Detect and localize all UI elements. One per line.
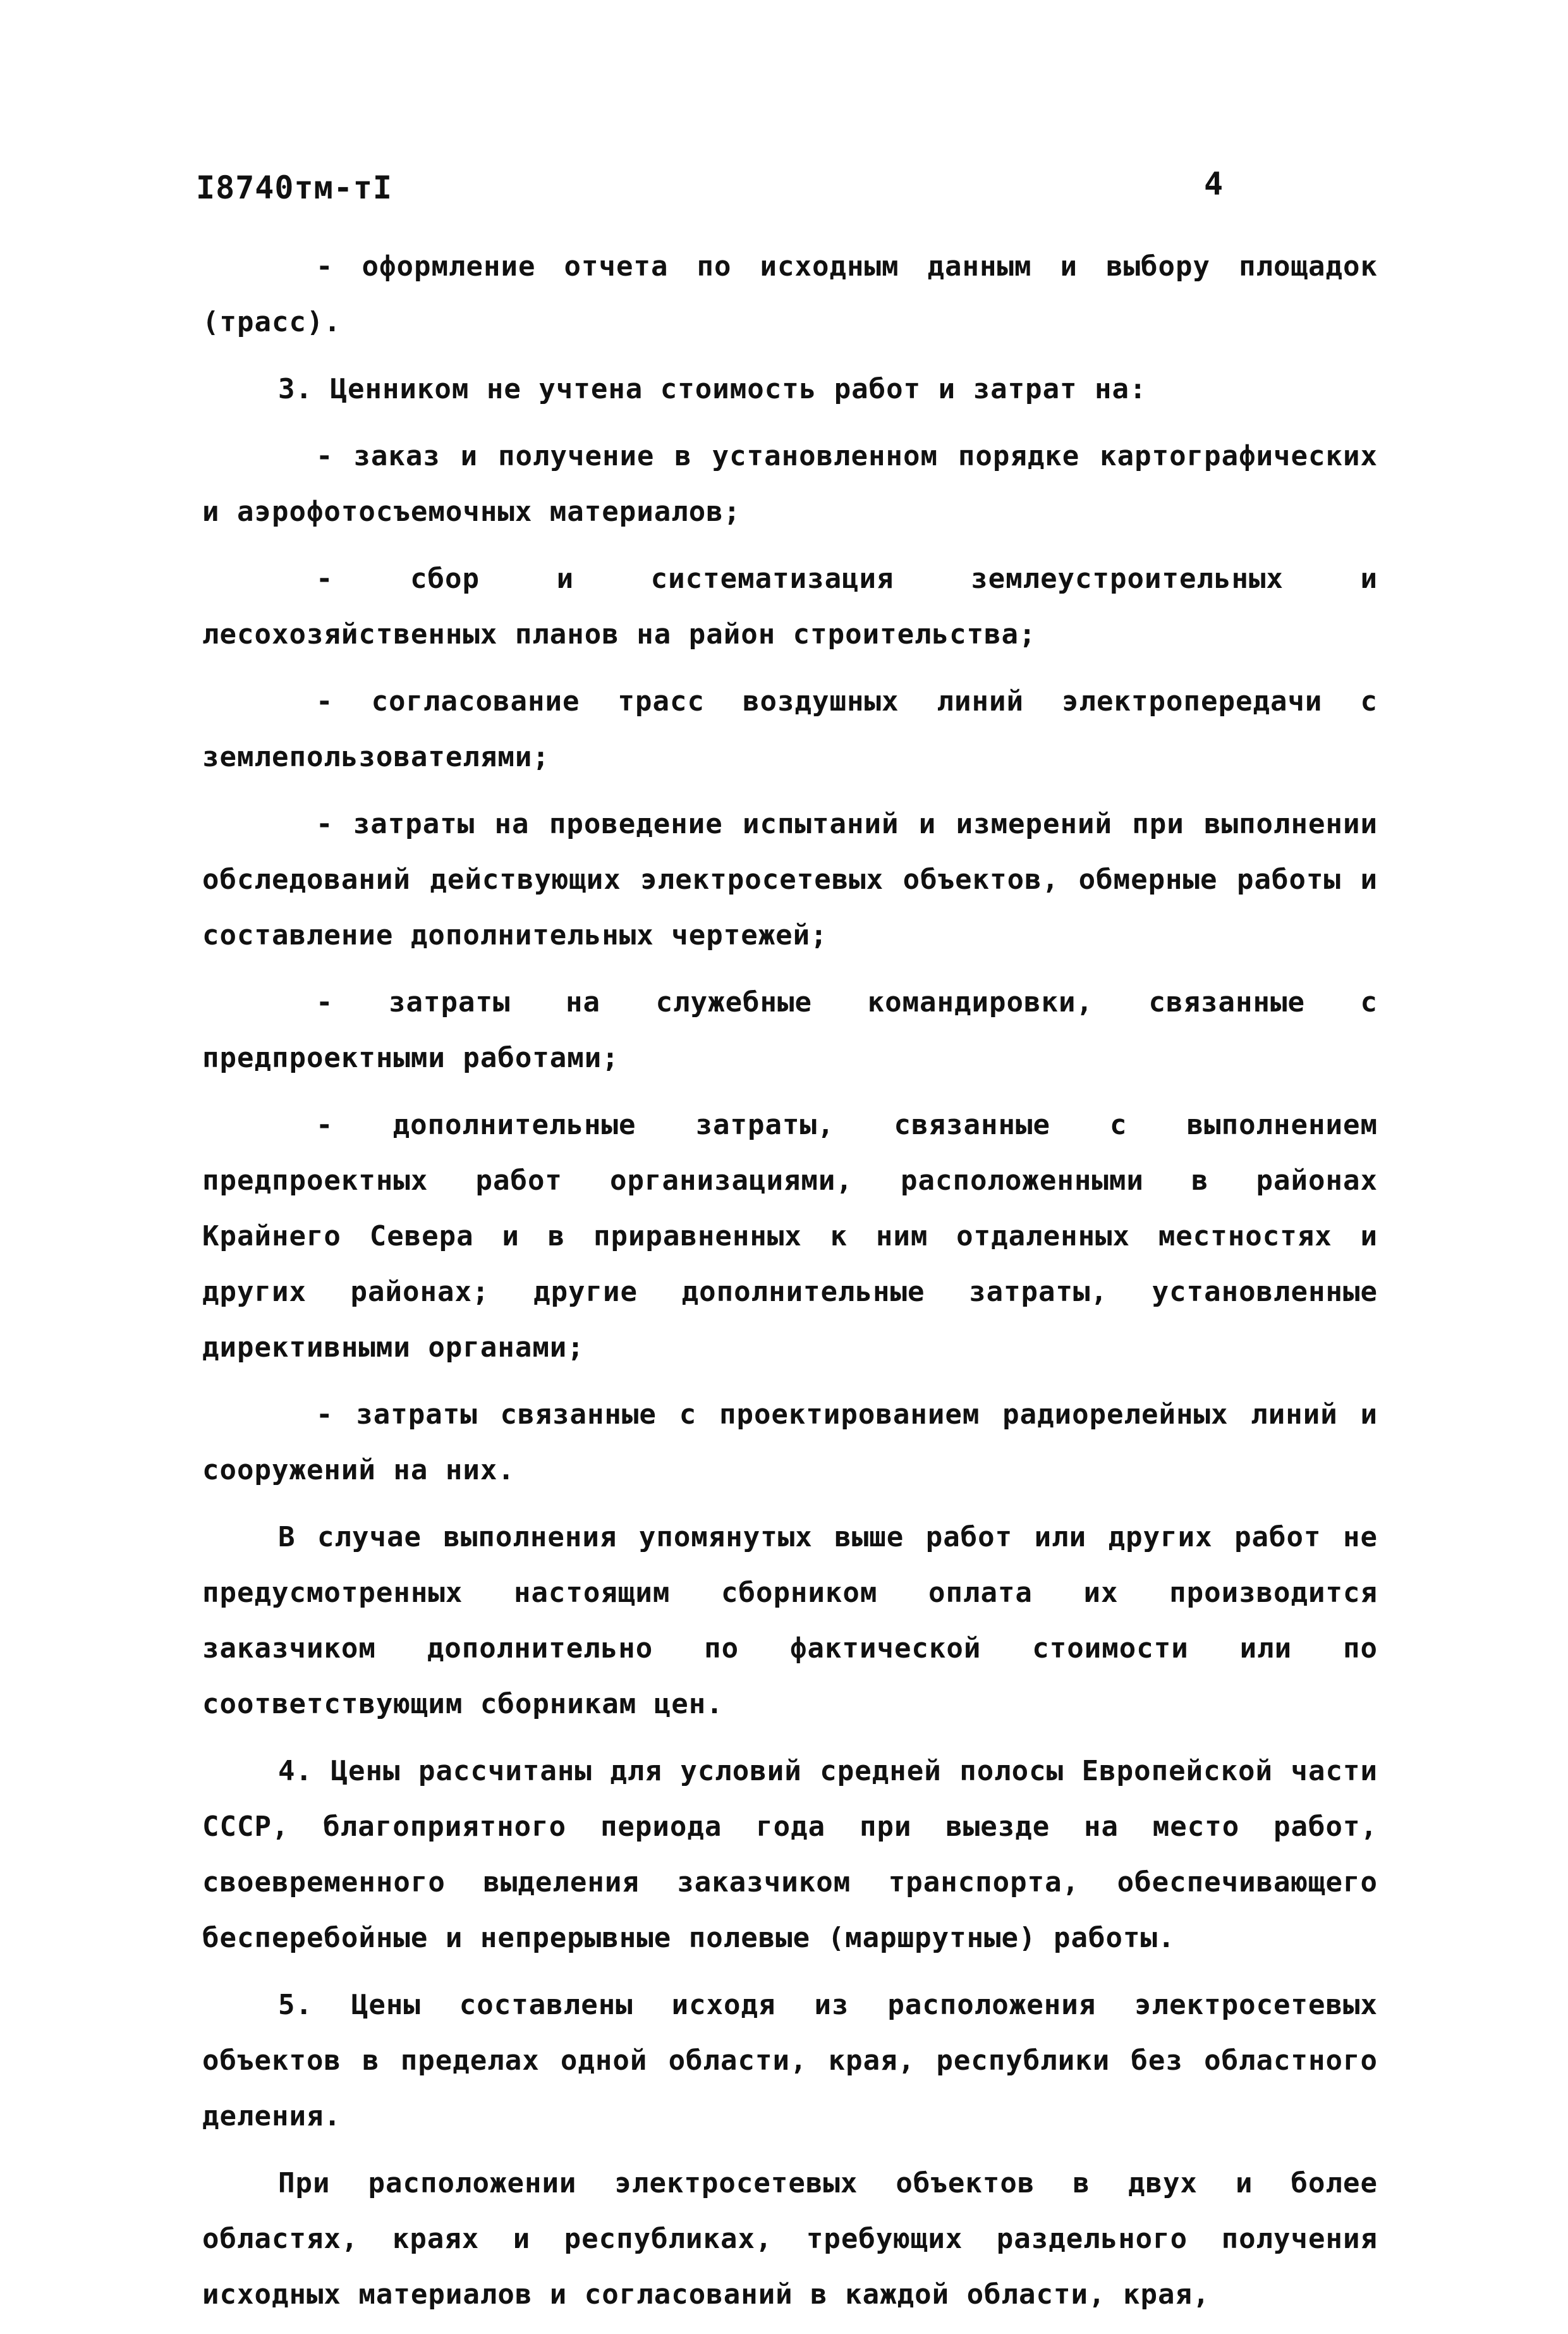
paragraph: - затраты на служебные командировки, связанные с предпроектными работами;	[202, 986, 1378, 1074]
page-number: 4	[1204, 166, 1224, 202]
paragraph: - заказ и получение в установленном порядке картографических и аэрофотосъемочных материалов;	[202, 440, 1378, 528]
paragraph: 3. Ценником не учтена стоимость работ и затрат на:	[278, 373, 1147, 405]
paragraph: - согласование трасс воздушных линий электропередачи с землепользователями;	[202, 685, 1378, 773]
paragraph: - сбор и систематизация землеустроительных и лесохозяйственных планов на район строительства;	[202, 563, 1378, 651]
paragraph: 5. Цены составлены исходя из расположения электросетевых объектов в пределах одной области, края, республики без областного деления.	[202, 1989, 1378, 2132]
paragraph: - затраты связанные с проектированием радиорелейных линий и сооружений на них.	[202, 1398, 1378, 1486]
paragraph: В случае выполнения упомянутых выше работ или других работ не предусмотренных настоящим сборником оплата их производится заказчиком дополнительно по фактической стоимости или по соответствующим сборникам цен.	[202, 1521, 1378, 1720]
document-body	[202, 239, 1378, 2334]
document-code: I8740тм-тI	[196, 169, 393, 206]
paragraph: 4. Цены рассчитаны для условий средней полосы Европейской части СССР, благоприятного периода года при выезде на место работ, своевременного выделения заказчиком транспорта, обеспечивающего бесперебойные и непрерывные полевые (маршрутные) работы.	[202, 1755, 1378, 1954]
paragraph: При расположении электросетевых объектов в двух и более областях, краях и республиках, требующих раздельного получения исходных материалов и согласований в каждой области, края,	[202, 2167, 1378, 2311]
paragraph: - дополнительные затраты, связанные с выполнением предпроектных работ организациями, расположенными в районах Крайнего Севера и в приравненных к ним отдаленных местностях и других районах; другие дополнительные затраты, установленные директивными органами;	[202, 1109, 1378, 1364]
paragraph: - затраты на проведение испытаний и измерений при выполнении обследований действующих электросетевых объектов, обмерные работы и составление дополнительных чертежей;	[202, 808, 1378, 951]
paragraph: - оформление отчета по исходным данным и выбору площадок (трасс).	[202, 250, 1378, 338]
